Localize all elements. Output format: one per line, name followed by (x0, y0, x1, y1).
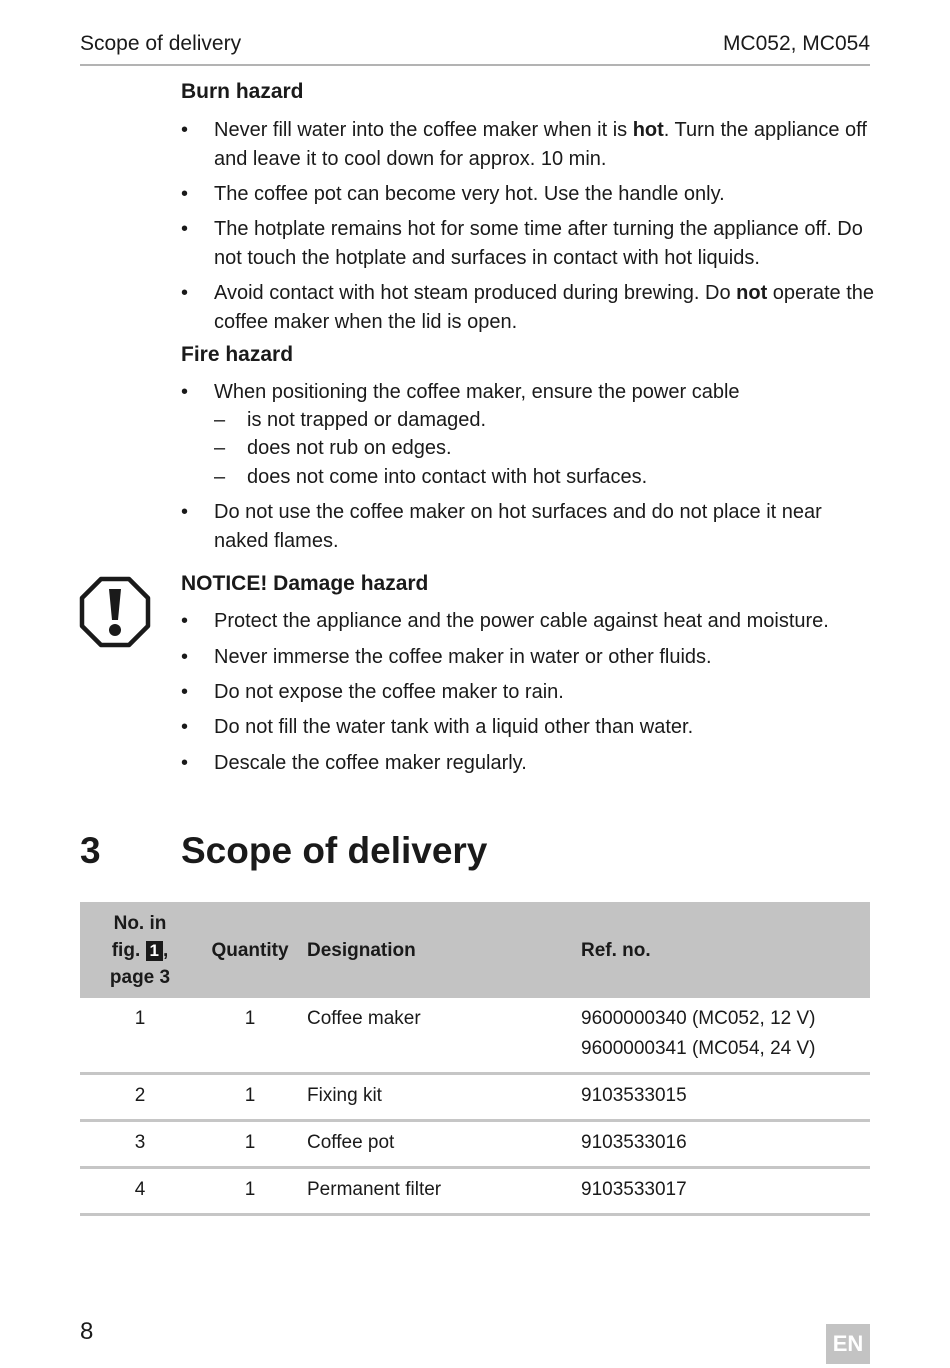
fire-sub-item-1-text: is not trapped or damaged. (247, 409, 487, 431)
cell-ref-no: 9103533015 (574, 1074, 870, 1121)
scope-of-delivery-table (80, 902, 870, 1216)
fire-bullet-2-text: Do not use the coffee maker on hot surfaces and do not place it near naked flames. (214, 501, 822, 552)
fire-sub-item-3-text: does not come into contact with hot surfaces. (247, 466, 648, 488)
cell-no: 2 (80, 1074, 200, 1121)
cell-quantity: 1 (200, 1121, 300, 1168)
table-row (80, 1168, 870, 1215)
fire-sub-item-2-text: does not rub on edges. (247, 437, 452, 459)
burn-bullet-3-text: The hotplate remains hot for some time after turning the appliance off. Do not touch the hotplate and surfaces in contact with hot liquids. (214, 218, 863, 269)
burn-bullet-4-text-end: operate the coffee maker when the lid is open. (214, 282, 874, 333)
cell-ref-no (574, 998, 870, 1074)
table-row (80, 998, 870, 1074)
cell-designation: Coffee pot (300, 1121, 574, 1168)
column-header-no-comma: , (162, 939, 169, 961)
bullet-icon: • (181, 381, 189, 403)
cell-no: 3 (80, 1121, 200, 1168)
page-number: 8 (80, 1318, 94, 1345)
cell-designation: Coffee maker (300, 998, 574, 1074)
bullet-icon: • (181, 716, 189, 738)
bullet-icon: • (181, 681, 189, 703)
bullet-icon: • (181, 218, 189, 240)
cell-quantity: 1 (200, 998, 300, 1074)
cell-designation: Permanent filter (300, 1168, 574, 1215)
notice-bullet-2-text: Never immerse the coffee maker in water or other fluids. (214, 646, 712, 668)
notice-bullet-1-text: Protect the appliance and the power cable against heat and moisture. (214, 610, 829, 632)
section-number: 3 (80, 830, 101, 871)
notice-heading: NOTICE! Damage hazard (181, 572, 429, 595)
bullet-icon: • (181, 501, 189, 523)
bullet-icon: • (181, 282, 189, 304)
burn-hazard-heading: Burn hazard (181, 80, 304, 103)
table-header-row (80, 902, 870, 998)
header-model-numbers: MC052, MC054 (722, 32, 870, 55)
bullet-icon: • (181, 119, 189, 141)
column-header-designation: Designation (300, 902, 574, 998)
table-row (80, 1121, 870, 1168)
column-header-ref-no: Ref. no. (574, 902, 870, 998)
bullet-icon: • (181, 183, 189, 205)
figure-number-badge: 1 (146, 941, 163, 961)
cell-ref-no: 9103533016 (574, 1121, 870, 1168)
burn-bullet-1-emphasis: hot (632, 119, 664, 141)
table-row (80, 1074, 870, 1121)
page-header (80, 30, 870, 66)
cell-ref-no: 9103533017 (574, 1168, 870, 1215)
cell-quantity: 1 (200, 1168, 300, 1215)
dash-icon: – (214, 466, 226, 488)
cell-designation: Fixing kit (300, 1074, 574, 1121)
fire-bullet-1-text: When positioning the coffee maker, ensure the power cable (214, 381, 740, 403)
notice-bullet-5-text: Descale the coffee maker regularly. (214, 752, 527, 774)
cell-ref-no-line2: 9600000341 (MC054, 24 V) (581, 1038, 816, 1059)
dash-icon: – (214, 409, 226, 431)
cell-no: 4 (80, 1168, 200, 1215)
header-section-title: Scope of delivery (80, 32, 242, 55)
column-header-no (80, 902, 200, 998)
notice-bullet-4-text: Do not fill the water tank with a liquid other than water. (214, 716, 694, 738)
column-header-no-line1: No. in (113, 912, 167, 934)
bullet-icon: • (181, 610, 189, 632)
column-header-no-fig: fig. (111, 939, 141, 961)
exclamation-octagon-icon (79, 576, 151, 648)
cell-no: 1 (80, 998, 200, 1074)
notice-bullet-3-text: Do not expose the coffee maker to rain. (214, 681, 564, 703)
column-header-no-page: page 3 (109, 966, 171, 988)
bullet-icon: • (181, 646, 189, 668)
cell-quantity: 1 (200, 1074, 300, 1121)
burn-bullet-2-text: The coffee pot can become very hot. Use the handle only. (214, 183, 725, 205)
bullet-icon: • (181, 752, 189, 774)
burn-bullet-4-emphasis: not (736, 282, 768, 304)
burn-bullet-4-text: Avoid contact with hot steam produced during brewing. Do (214, 282, 737, 304)
burn-bullet-1-text-end: . Turn the appliance off and leave it to cool down for approx. 10 min. (214, 119, 867, 170)
column-header-quantity: Quantity (200, 902, 300, 998)
fire-hazard-heading: Fire hazard (181, 343, 294, 366)
cell-ref-no-line1: 9600000340 (MC052, 12 V) (581, 1008, 816, 1029)
burn-bullet-1-text: Never fill water into the coffee maker when it is (214, 119, 633, 141)
dash-icon: – (214, 437, 226, 459)
section-title: Scope of delivery (181, 830, 488, 871)
language-badge: EN (826, 1324, 870, 1364)
